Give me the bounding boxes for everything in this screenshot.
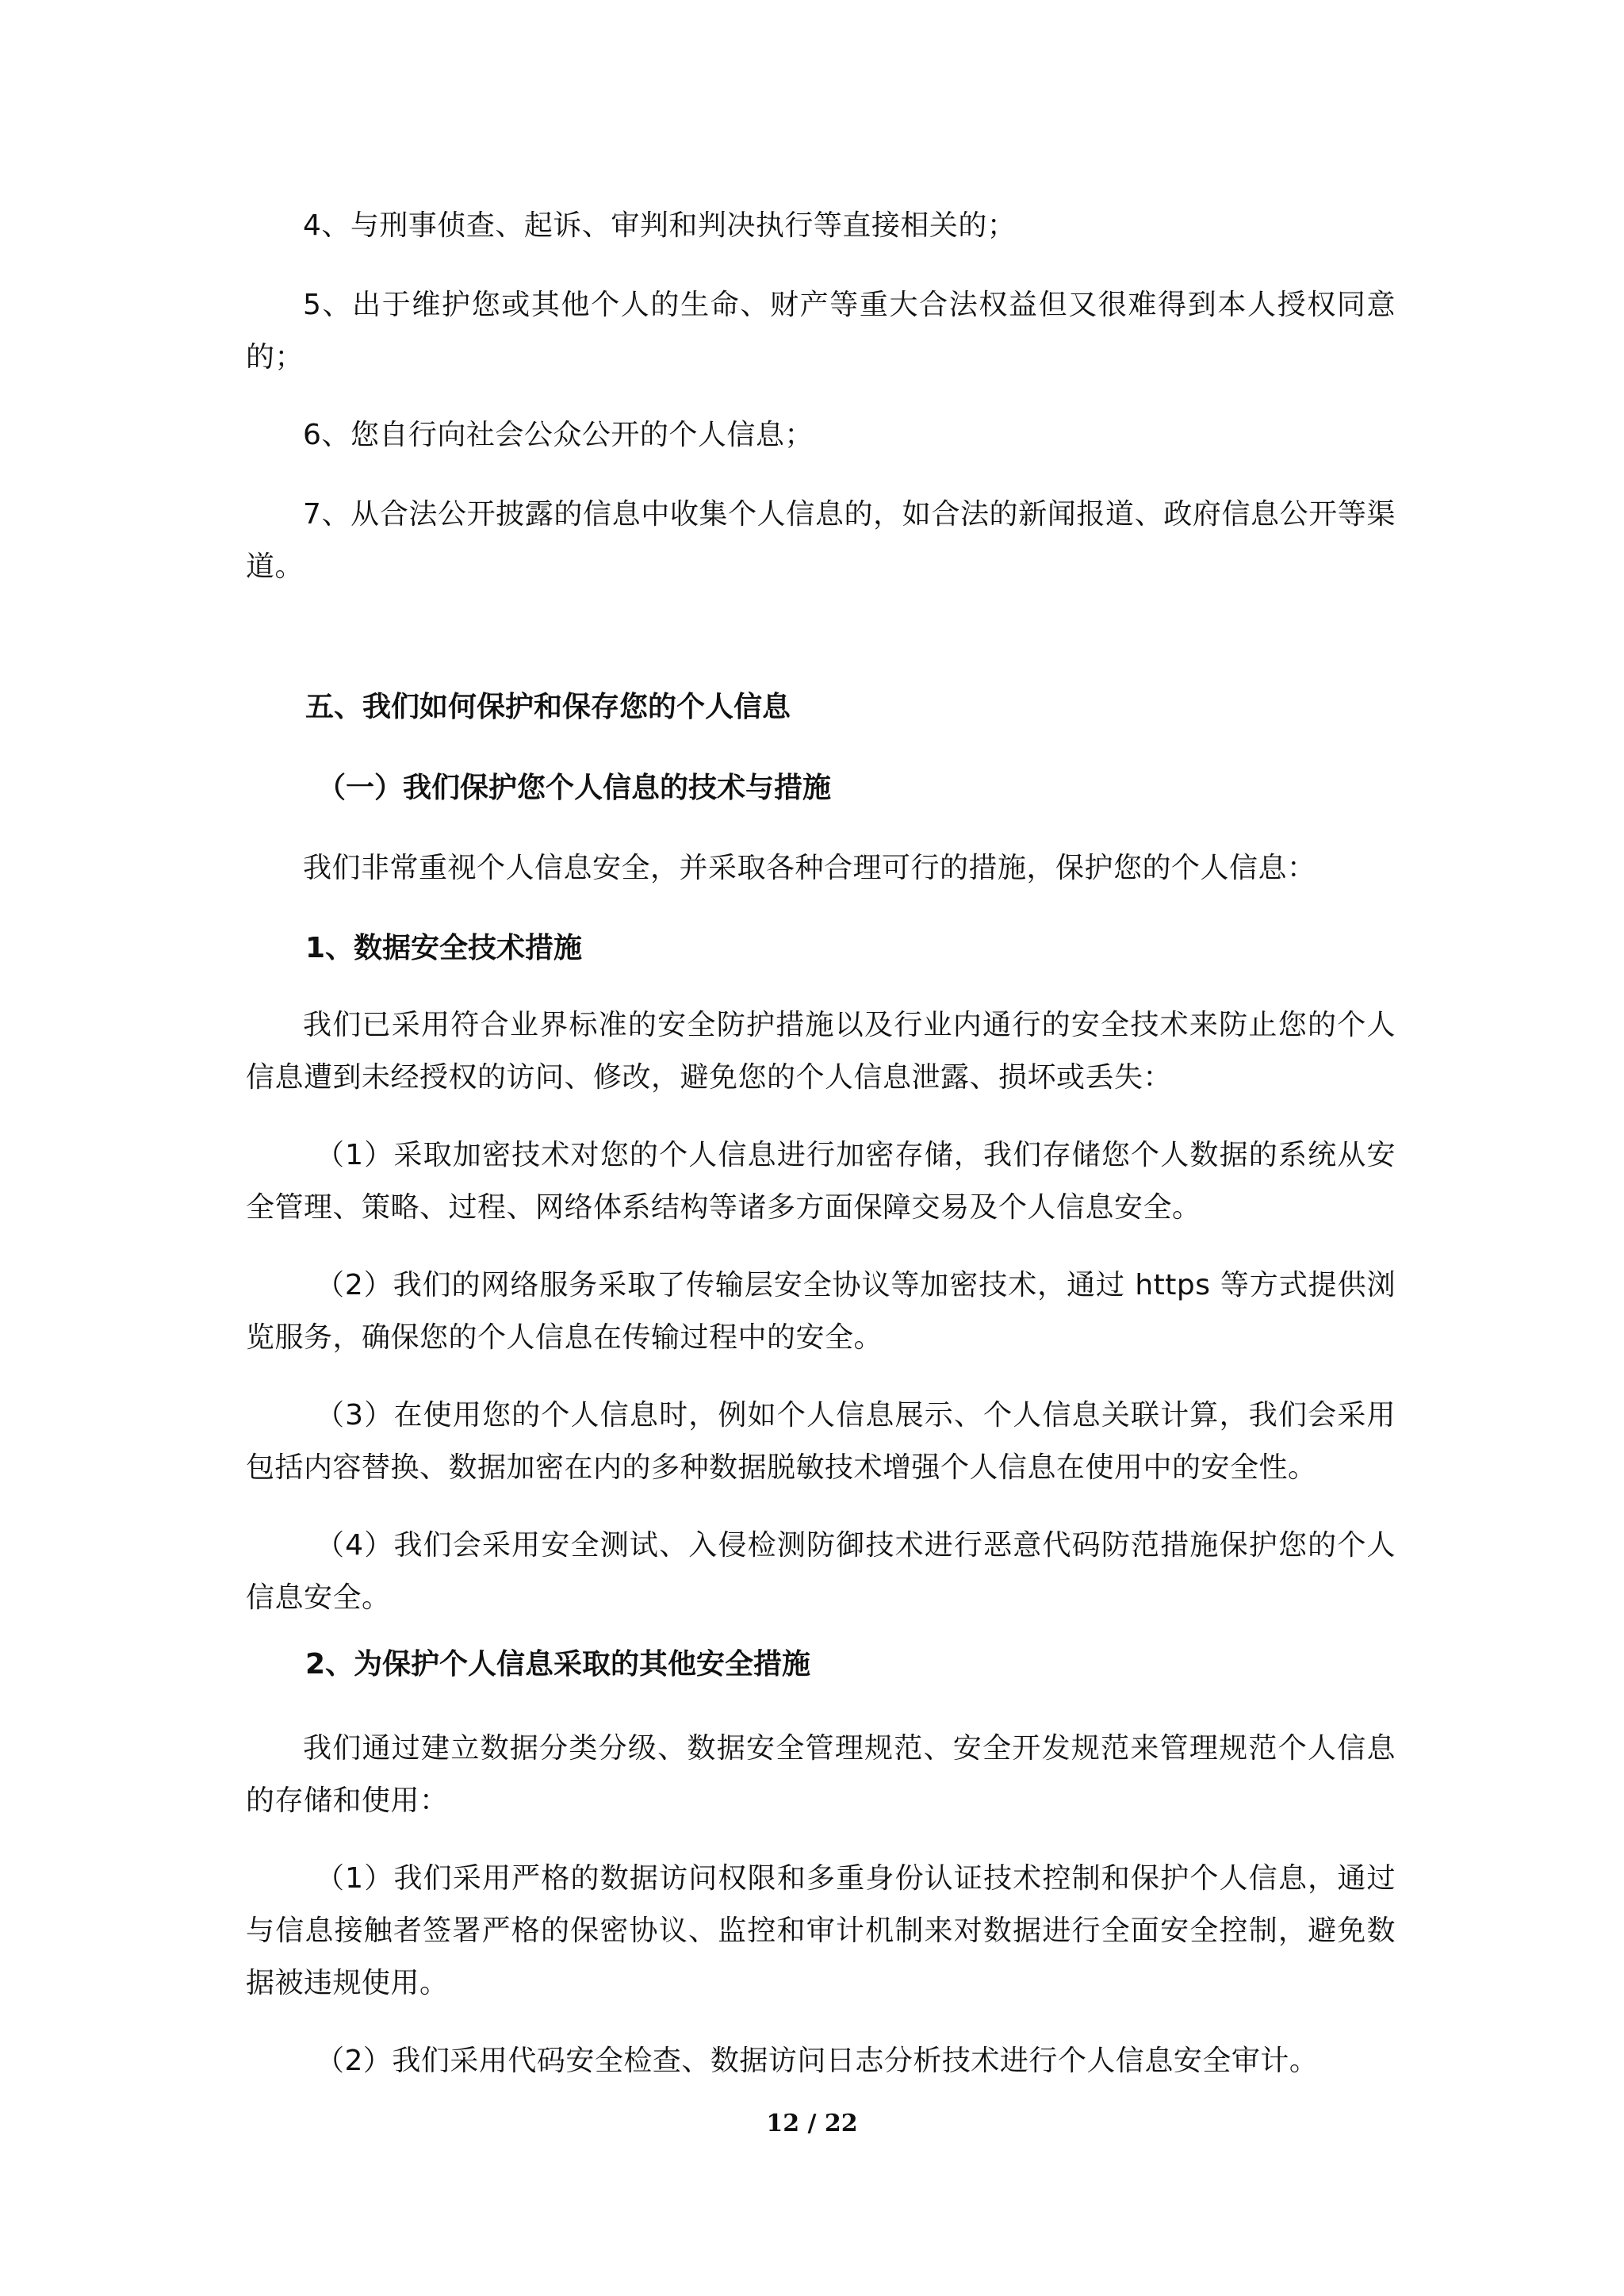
heading-other-measures: 2、为保护个人信息采取的其他安全措施 (305, 1648, 811, 1681)
subsection-heading-1: （一）我们保护您个人信息的技术与措施 (317, 772, 832, 804)
paragraph-tech-2: （2）我们的网络服务采取了传输层安全协议等加密技术，通过 https 等方式提供浏览服务，确保您的个人信息在传输过程中的安全。 (246, 1269, 1396, 1354)
paragraph-other-2: （2）我们采用代码安全检查、数据访问日志分析技术进行个人信息安全审计。 (316, 2045, 1319, 2077)
paragraph-tech-1: （1）采取加密技术对您的个人信息进行加密存储，我们存储您个人数据的系统从安全管理、策略、过程、网络体系结构等诸多方面保障交易及个人信息安全。 (246, 1139, 1396, 1224)
paragraph-intro: 我们非常重视个人信息安全，并采取各种合理可行的措施，保护您的个人信息： (303, 852, 1316, 884)
paragraph-item-6: 6、您自行向社会公众公开的个人信息； (303, 419, 814, 451)
paragraph-item-4: 4、与刑事侦查、起诉、审判和判决执行等直接相关的； (303, 209, 1017, 242)
paragraph-item-5: 5、出于维护您或其他个人的生命、财产等重大合法权益但又很难得到本人授权同意的； (246, 289, 1396, 374)
paragraph-other-intro: 我们通过建立数据分类分级、数据安全管理规范、安全开发规范来管理规范个人信息的存储和使用： (246, 1732, 1396, 1817)
paragraph-other-1: （1）我们采用严格的数据访问权限和多重身份认证技术控制和保护个人信息，通过与信息接触者签署严格的保密协议、监控和审计机制来对数据进行全面安全控制，避免数据被违规使用。 (246, 1862, 1396, 1999)
page-number: 12 / 22 (766, 2110, 858, 2137)
paragraph-item-7: 7、从合法公开披露的信息中收集个人信息的，如合法的新闻报道、政府信息公开等渠道。 (246, 498, 1396, 583)
paragraph-tech-4: （4）我们会采用安全测试、入侵检测防御技术进行恶意代码防范措施保护您的个人信息安全。 (246, 1529, 1396, 1614)
paragraph-tech-3: （3）在使用您的个人信息时，例如个人信息展示、个人信息关联计算，我们会采用包括内容替换、数据加密在内的多种数据脱敏技术增强个人信息在使用中的安全性。 (246, 1399, 1396, 1484)
heading-tech-measures: 1、数据安全技术措施 (305, 932, 583, 964)
paragraph-tech-intro: 我们已采用符合业界标准的安全防护措施以及行业内通行的安全技术来防止您的个人信息遭到未经授权的访问、修改，避免您的个人信息泄露、损坏或丢失： (246, 1009, 1396, 1094)
section-heading-5: 五、我们如何保护和保存您的个人信息 (305, 691, 791, 723)
